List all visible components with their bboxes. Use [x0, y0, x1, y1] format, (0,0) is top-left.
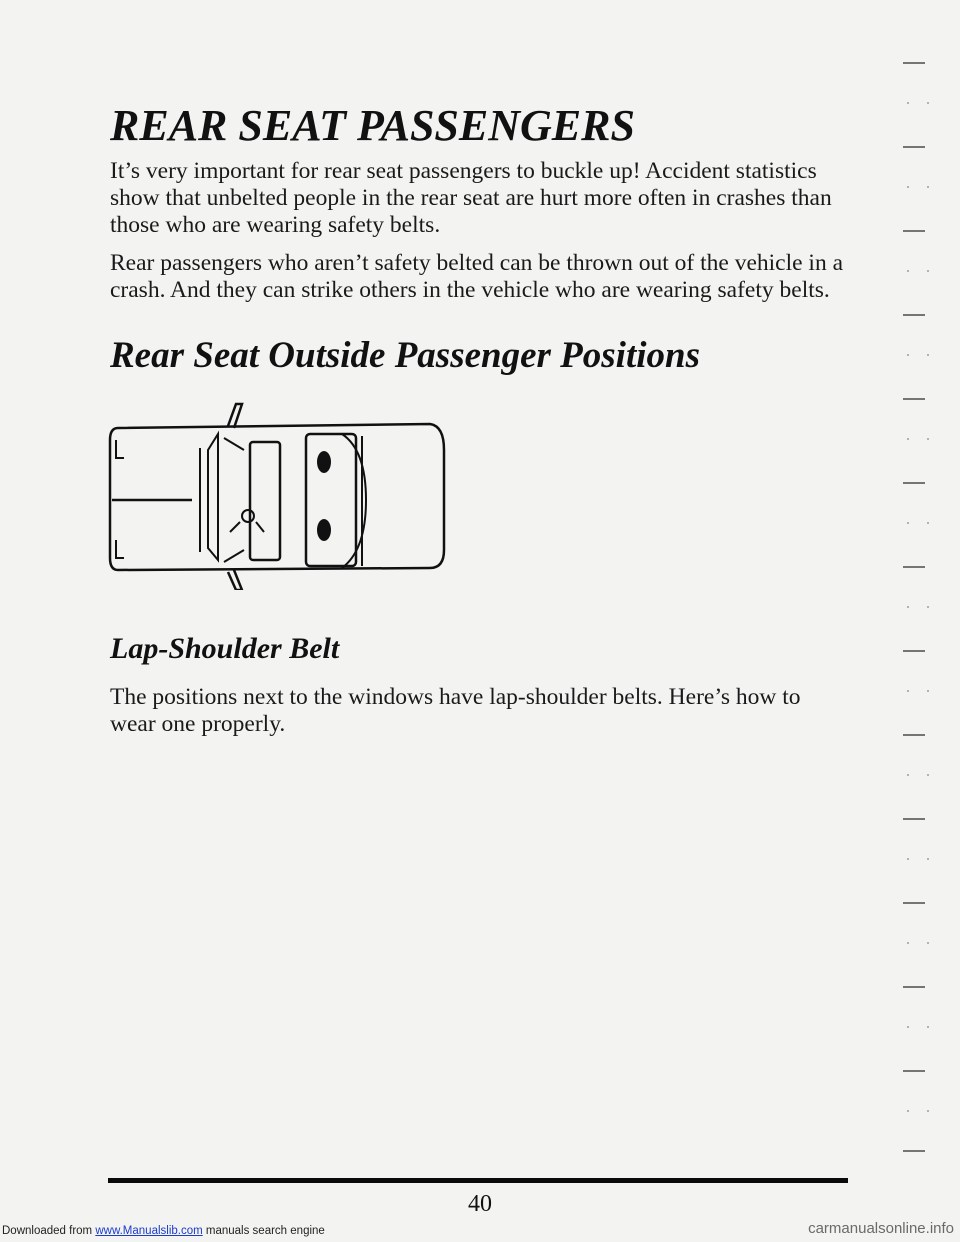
page-number: 40 [468, 1191, 492, 1217]
seat-position-marker [317, 451, 331, 473]
car-top-view-diagram-icon [100, 390, 460, 590]
subsection-heading: Lap-Shoulder Belt [110, 632, 340, 665]
warning-paragraph: Rear passengers who aren’t safety belted can be thrown out of the vehicle in a crash. And they can strike others in the vehicle who are wearing safety belts. [110, 250, 844, 303]
page-title: REAR SEAT PASSENGERS [110, 101, 635, 150]
mirror-top [228, 404, 242, 428]
seat-position-markers [317, 451, 331, 541]
section-heading: Rear Seat Outside Passenger Positions [110, 335, 700, 376]
page-edge-marks [895, 0, 945, 1242]
download-source-footer [2, 1225, 325, 1237]
seat-position-marker [317, 519, 331, 541]
footer-rule [108, 1178, 848, 1183]
mirror-bottom [228, 570, 242, 590]
manualslib-link[interactable]: www.Manualslib.com [95, 1225, 203, 1237]
subsection-paragraph: The positions next to the windows have lap-shoulder belts. Here’s how to wear one properly. [110, 684, 801, 737]
watermark-text: carmanualsonline.info [808, 1220, 954, 1237]
intro-paragraph: It’s very important for rear seat passengers to buckle up! Accident statistics show that unbelted people in the rear seat are hurt more often in crashes than those who are wearing safety belts. [110, 158, 832, 238]
footer-suffix: manuals search engine [202, 1225, 325, 1237]
windshield [208, 434, 218, 560]
car-body-outline [110, 424, 444, 570]
rear-seat-frame [306, 434, 356, 566]
front-seat [250, 442, 280, 560]
footer-prefix: Downloaded from [2, 1225, 96, 1237]
